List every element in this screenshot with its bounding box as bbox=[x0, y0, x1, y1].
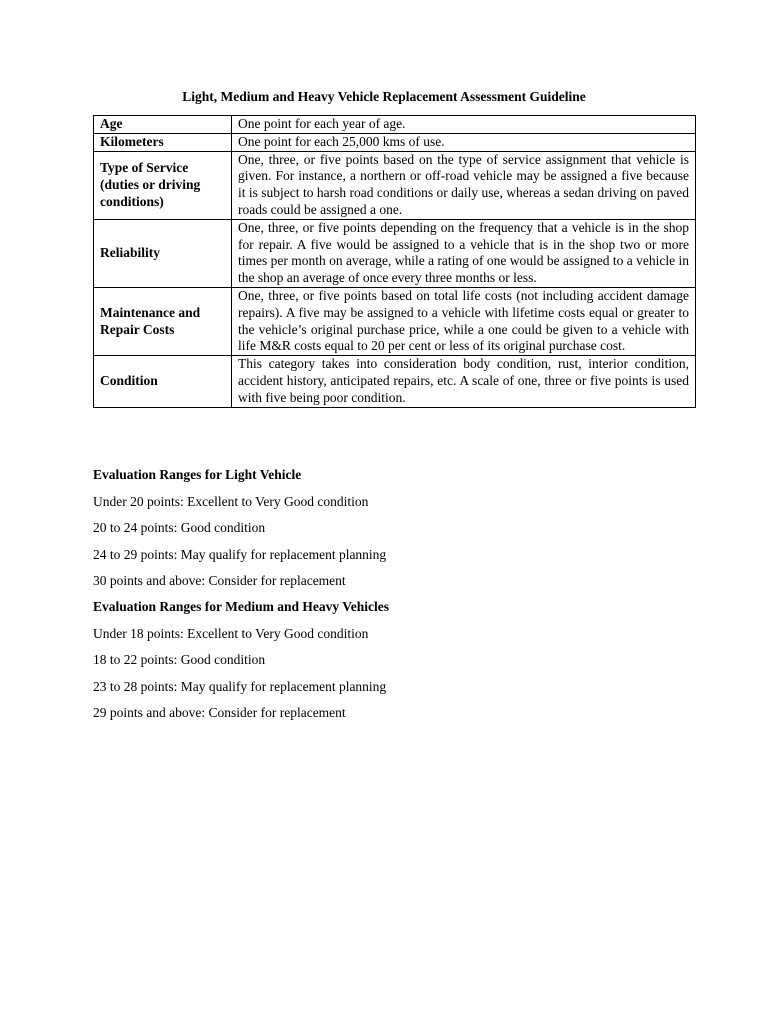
criterion-cell: Maintenance and Repair Costs bbox=[94, 287, 232, 355]
table-row bbox=[94, 219, 696, 287]
range-item: 23 to 28 points: May qualify for replacement planning bbox=[93, 678, 387, 694]
document-title: Light, Medium and Heavy Vehicle Replacement Assessment Guideline bbox=[182, 89, 586, 104]
range-item: Under 18 points: Excellent to Very Good condition bbox=[93, 625, 369, 641]
range-item: 20 to 24 points: Good condition bbox=[93, 520, 266, 535]
light-vehicle-heading: Evaluation Ranges for Light Vehicle bbox=[93, 467, 302, 482]
light-vehicle-ranges bbox=[93, 466, 713, 599]
table-row bbox=[94, 287, 696, 355]
range-item: 30 points and above: Consider for replacement bbox=[93, 573, 346, 588]
table-row bbox=[94, 116, 696, 134]
range-item: Under 20 points: Excellent to Very Good condition bbox=[93, 493, 369, 509]
table-row bbox=[94, 356, 696, 407]
description-cell: This category takes into consideration body condition, rust, interior condition, accident history, anticipated repairs, etc. A scale of one, three or five points is used with five being poor condition. bbox=[232, 356, 696, 407]
medium-heavy-vehicle-heading: Evaluation Ranges for Medium and Heavy Vehicles bbox=[93, 599, 390, 614]
criterion-cell: Reliability bbox=[94, 219, 232, 287]
description-cell: One, three, or five points depending on the frequency that a vehicle is in the shop for repair. A five would be assigned to a vehicle that is in the shop two or more times per month on average, while a rating of one would be assigned to a vehicle in the shop an average of once every three months or less. bbox=[232, 219, 696, 287]
range-item: 29 points and above: Consider for replacement bbox=[93, 705, 346, 720]
criterion-cell: Type of Service (duties or driving conditions) bbox=[94, 151, 232, 219]
description-cell: One point for each year of age. bbox=[232, 116, 696, 134]
table-row bbox=[94, 133, 696, 151]
assessment-table bbox=[93, 115, 696, 408]
criterion-cell: Condition bbox=[94, 356, 232, 407]
criterion-cell: Kilometers bbox=[94, 133, 232, 151]
description-cell: One, three, or five points based on total life costs (not including accident damage repairs). A five may be assigned to a vehicle with lifetime costs equal or greater to the vehicle’s original purchase price, while a one could be given to a vehicle with life M&R costs equal to 20 per cent or less of its original purchase cost. bbox=[232, 287, 696, 355]
description-cell: One, three, or five points based on the type of service assignment that vehicle is given. For instance, a northern or off-road vehicle may be assigned a five because it is subject to harsh road conditions or daily use, whereas a sedan driving on paved roads could be assigned a one. bbox=[232, 151, 696, 219]
table-row bbox=[94, 151, 696, 219]
range-item: 24 to 29 points: May qualify for replacement planning bbox=[93, 546, 387, 562]
description-cell: One point for each 25,000 kms of use. bbox=[232, 133, 696, 151]
medium-heavy-vehicle-ranges bbox=[93, 598, 713, 731]
range-item: 18 to 22 points: Good condition bbox=[93, 652, 266, 667]
criterion-cell: Age bbox=[94, 116, 232, 134]
